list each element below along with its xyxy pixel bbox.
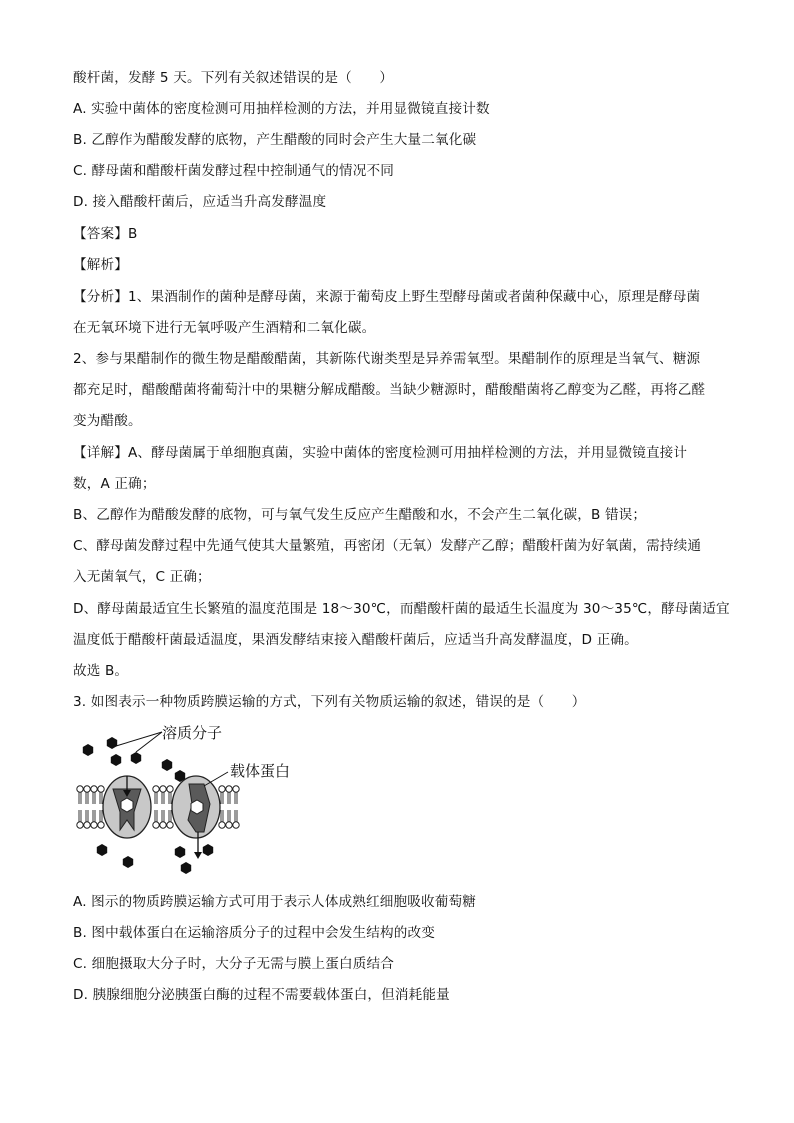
question-3-stem: 3. 如图表示一种物质跨膜运输的方式，下列有关物质运输的叙述，错误的是（ ） xyxy=(73,694,586,710)
option-c: C. 酵母菌和醋酸杆菌发酵过程中控制通气的情况不同 xyxy=(73,163,394,179)
detail-text: 入无菌氧气，C 正确； xyxy=(73,569,211,585)
option-c: C. 细胞摄取大分子时，大分子无需与膜上蛋白质结合 xyxy=(73,956,394,972)
analysis-text: 2、参与果醋制作的微生物是醋酸醋菌，其新陈代谢类型是异养需氧型。果醋制作的原理是当氧气、糖源 xyxy=(73,351,701,367)
analysis-text: 【分析】1、果酒制作的菌种是酵母菌，来源于葡萄皮上野生型酵母菌或者菌种保藏中心，原理是酵母菌 xyxy=(73,289,701,305)
detail-text: 【详解】A、酵母菌属于单细胞真菌，实验中菌体的密度检测可用抽样检测的方法，并用显微镜直接计 xyxy=(73,445,688,461)
membrane-transport-figure xyxy=(70,720,320,875)
analysis-text: 在无氧环境下进行无氧呼吸产生酒精和二氧化碳。 xyxy=(73,320,376,336)
carrier-protein-left xyxy=(103,776,151,838)
answer: 【答案】B xyxy=(73,226,138,242)
carrier-protein-label: 载体蛋白 xyxy=(230,762,291,780)
detail-text: B、乙醇作为醋酸发酵的底物，可与氧气发生反应产生醋酸和水，不会产生二氧化碳，B 错误； xyxy=(73,507,647,523)
detail-text: D、酵母菌最适宜生长繁殖的温度范围是 18～30℃，而醋酸杆菌的最适生长温度为 30～35℃，酵母菌适宜 xyxy=(73,601,730,617)
detail-text: 温度低于醋酸杆菌最适温度，果酒发酵结束接入醋酸杆菌后，应适当升高发酵温度，D 正确。 xyxy=(73,632,638,648)
option-a: A. 图示的物质跨膜运输方式可用于表示人体成熟红细胞吸收葡萄糖 xyxy=(73,894,476,910)
option-d: D. 胰腺细胞分泌胰蛋白酶的过程不需要载体蛋白，但消耗能量 xyxy=(73,987,450,1003)
analysis-heading: 【解析】 xyxy=(73,257,128,273)
detail-text: C、酵母菌发酵过程中先通气使其大量繁殖，再密闭（无氧）发酵产乙醇；醋酸杆菌为好氧菌，需持续通 xyxy=(73,538,702,554)
option-b: B. 图中载体蛋白在运输溶质分子的过程中会发生结构的改变 xyxy=(73,925,436,941)
option-a: A. 实验中菌体的密度检测可用抽样检测的方法，并用显微镜直接计数 xyxy=(73,101,490,117)
analysis-text: 变为醋酸。 xyxy=(73,413,142,429)
option-b: B. 乙醇作为醋酸发酵的底物，产生醋酸的同时会产生大量二氧化碳 xyxy=(73,132,477,148)
option-d: D. 接入醋酸杆菌后，应适当升高发酵温度 xyxy=(73,194,327,210)
analysis-text: 都充足时，醋酸醋菌将葡萄汁中的果糖分解成醋酸。当缺少糖源时，醋酸醋菌将乙醇变为乙醛，再将乙醛 xyxy=(73,382,706,398)
detail-text: 数，A 正确； xyxy=(73,476,156,492)
solute-molecule-label: 溶质分子 xyxy=(162,724,223,742)
question-2-stem-end: 酸杆菌，发酵 5 天。下列有关叙述错误的是（ ） xyxy=(73,70,394,86)
conclusion: 故选 B。 xyxy=(73,663,129,679)
